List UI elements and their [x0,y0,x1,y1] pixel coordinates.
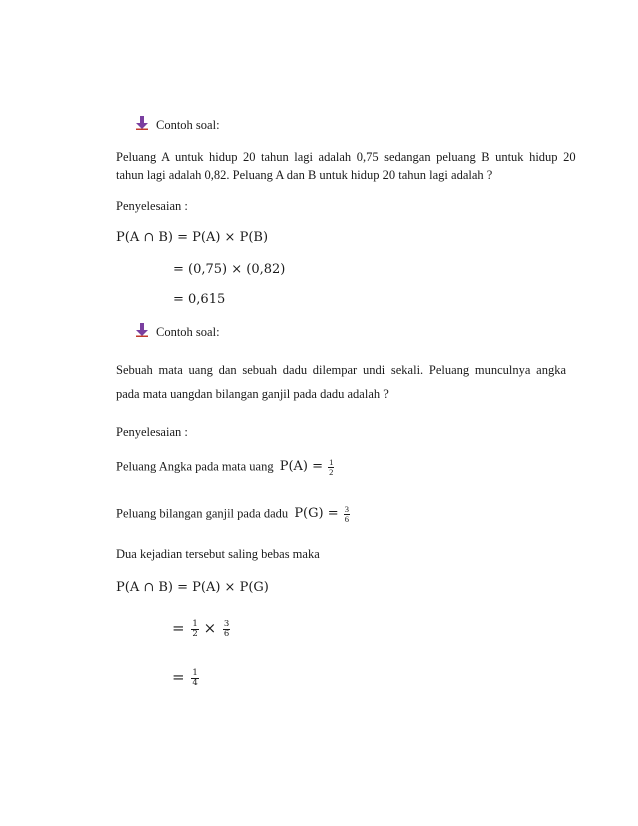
peluang-angka-expr: P(A) = [279,459,324,475]
equals-sign: = [172,619,185,637]
fraction-numerator: 1 [192,667,198,678]
fraction-three-sixths [344,505,350,524]
section1-equation-1: P(A ∩ B) = P(A) × P(B) [116,230,269,245]
down-arrow-bullet-icon [136,116,148,130]
section2-heading: Contoh soal: [156,325,220,339]
section1-heading: Contoh soal: [156,118,220,132]
fraction-numerator: 1 [192,618,198,629]
section1-solution-label: Penyelesaian : [116,199,188,213]
fraction-one-half [328,458,334,477]
section1-problem-line1: Peluang A untuk hidup 20 tahun lagi adalah 0,75 sedangan peluang B untuk hidup 20 [116,150,576,164]
peluang-ganjil-expr: P(G) = [294,506,339,522]
section2-equation-2 [172,618,230,639]
peluang-angka-text: Peluang Angka pada mata uang [116,459,274,474]
fraction-one-quarter [191,669,198,688]
fraction-numerator: 3 [344,504,349,514]
peluang-ganjil-line [116,505,350,524]
fraction-denominator: 6 [344,514,349,524]
section2-equation-3 [172,667,199,688]
fraction-one-half [191,620,198,639]
fraction-three-sixths [223,620,230,639]
fraction-numerator: 1 [329,457,334,467]
peluang-angka-line [116,458,334,477]
section2-equation-1: P(A ∩ B) = P(A) × P(G) [116,580,269,595]
fraction-denominator: 4 [192,677,198,688]
section2-solution-label: Penyelesaian : [116,425,188,439]
fraction-denominator: 2 [192,628,198,639]
section2-problem-line2: pada mata uangdan bilangan ganjil pada dadu adalah ? [116,387,389,401]
times-sign: × [203,619,217,637]
section2-problem-line1: Sebuah mata uang dan sebuah dadu dilempar undi sekali. Peluang munculnya angka [116,363,567,377]
fraction-denominator: 6 [223,628,230,639]
independence-text: Dua kejadian tersebut saling bebas maka [116,547,320,561]
fraction-denominator: 2 [329,467,334,477]
peluang-ganjil-text: Peluang bilangan ganjil pada dadu [116,506,289,521]
equals-sign: = [172,668,185,686]
section1-equation-2: = (0,75) × (0,82) [173,262,286,277]
section1-problem-line2: tahun lagi adalah 0,82. Peluang A dan B untuk hidup 20 tahun lagi adalah ? [116,168,493,182]
fraction-numerator: 3 [223,618,230,629]
down-arrow-bullet-icon [136,323,148,337]
section1-equation-3: = 0,615 [173,292,226,307]
